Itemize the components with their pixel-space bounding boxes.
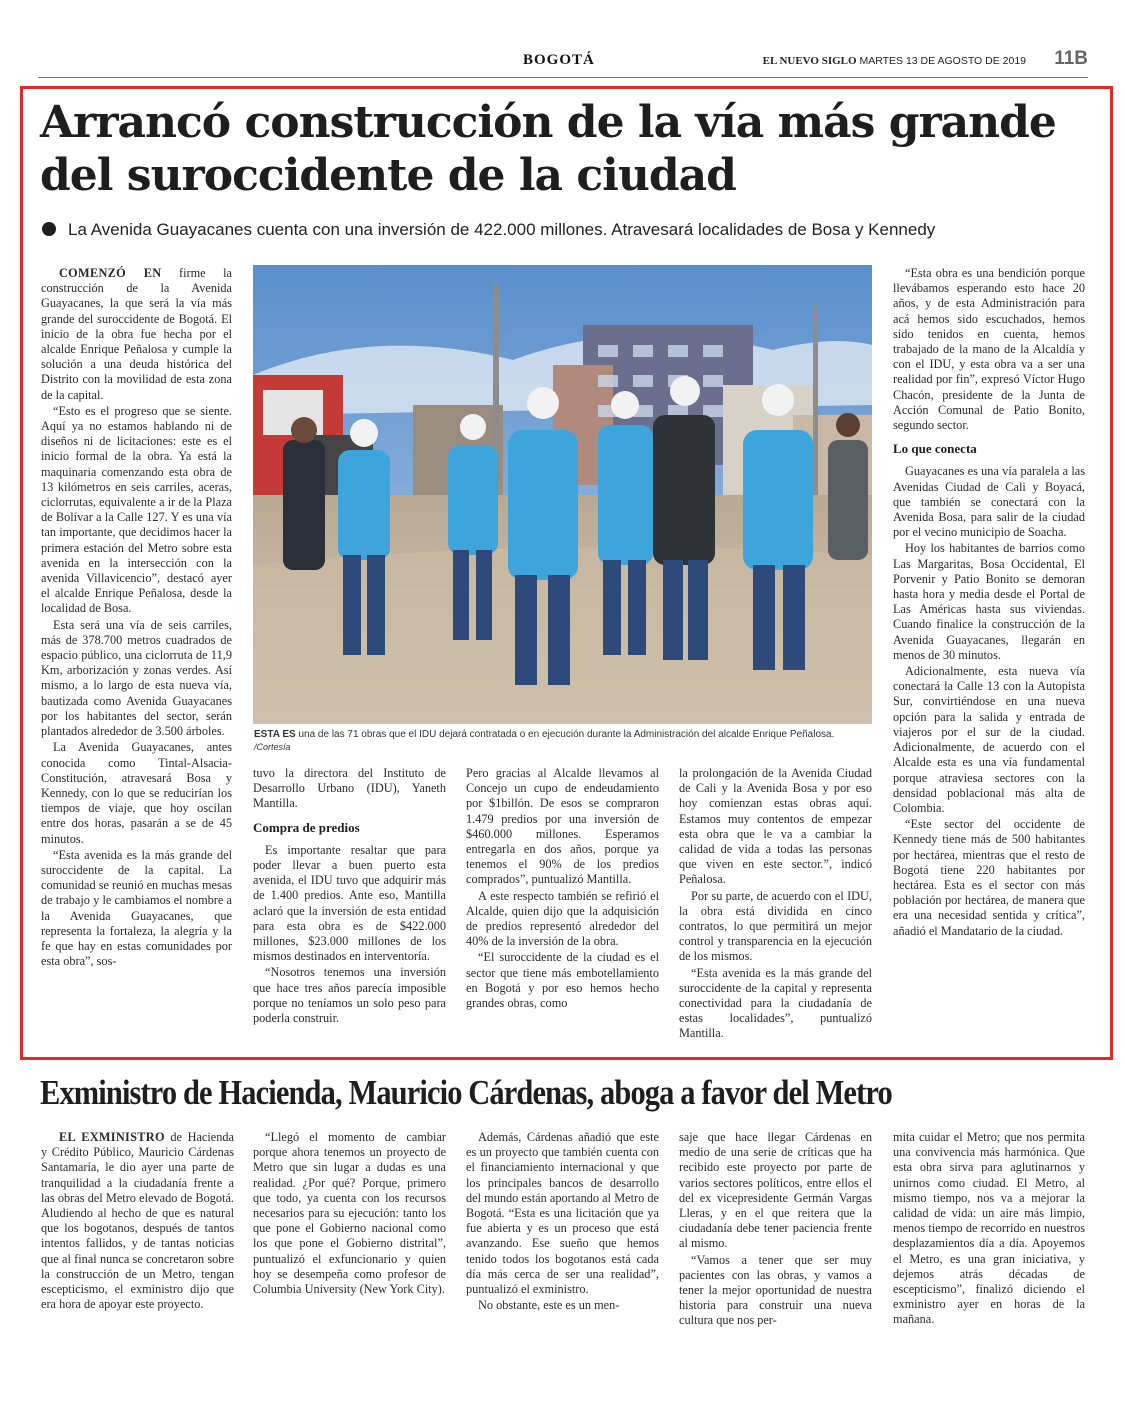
paragraph: Guayacanes es una vía paralela a las Avenidas Ciudad de Cali y Boyacá, que también se conectará con la Avenida Bosa, para salir de la ciudad por el vecino municipio de Soacha. [893, 464, 1085, 540]
photo-caption: ESTA ES una de las 71 obras que el IDU dejará contratada o en ejecución durante la Administración del alcalde Enrique Peñalosa. /Cortesía [254, 729, 835, 752]
paragraph: “Nosotros tenemos una inversión que hace tres años parecía imposible porque no teníamos un solo peso para poderla construir. [253, 965, 446, 1026]
section-name: BOGOTÁ [523, 52, 595, 68]
subheading: Lo que conecta [893, 441, 977, 457]
lead-in: COMENZÓ EN [59, 266, 162, 280]
paragraph: A este respecto también se refirió el Alcalde, quien dijo que la adquisición de predios representó alrededor del 40% de la inversión de la obra. [466, 888, 659, 949]
publication-name: EL NUEVO SIGLO [762, 55, 857, 67]
subheading: Compra de predios [253, 819, 360, 835]
paragraph: “Llegó el momento de cambiar porque ahora tenemos un proyecto de Metro que sin lugar a dudas es una realidad. ¿Por qué? Porque, primero que todo, ya cuenta con los recursos necesarios para su ejecución: tanto los que pone el Gobierno nacional como los que pone el Gobierno distrital”, puntualizó el exfuncionario y quien hoy se desempeña como profesor de Columbia University (New York City). [253, 1130, 446, 1297]
page-number: 11B [1054, 48, 1088, 69]
paragraph: “Vamos a tener que ser muy pacientes con las obras, y vamos a tener la mejor oportunidad de nuestra historia para construir una nueva cultura que nos per- [679, 1252, 872, 1328]
paragraph: COMENZÓ EN firme la construcción de la Avenida Guayacanes, la que será la vía más grande del suroccidente de Bogotá. El inicio de la obra fue hecha por el alcalde Enrique Peñalosa y cumple la solución a una deuda histórica del Distrito con la movilidad de esta zona de la capital. [41, 266, 233, 402]
article2-column-5 [893, 1130, 1085, 1329]
issue-date: MARTES 13 DE AGOSTO DE 2019 [859, 55, 1026, 67]
paragraph: tuvo la directora del Instituto de Desarrollo Urbano (IDU), Yaneth Mantilla. [253, 766, 446, 811]
article-column-2 [253, 766, 446, 1027]
article-column-5 [893, 266, 1085, 940]
issue-info [763, 55, 1026, 67]
photo-credit: /Cortesía [254, 742, 291, 752]
article-column-4 [679, 766, 872, 1043]
paragraph: “Esta obra es una bendición porque llevábamos esperando esto hace 20 años, y de esta Administración para acá hemos sido escuchados, hemos sido tenidos en cuenta, hemos trabajado de la mano de la Alcaldía y con el IDU, y esta obra va a ser una realidad por fin”, expresó Víctor Hugo Chacón, presidente de la Junta de Acción Comunal de Patio Bonito, segundo sector. [893, 266, 1085, 433]
subhead-text: La Avenida Guayacanes cuenta con una inversión de 422.000 millones. Atravesará localidades de Bosa y Kennedy [68, 220, 936, 239]
lead-in: EL EXMINISTRO [59, 1130, 165, 1144]
article-column-1 [41, 266, 232, 970]
paragraph: No obstante, este es un men- [478, 1298, 620, 1313]
bullet-icon [42, 222, 56, 236]
header-rule [38, 77, 1088, 78]
caption-lead: ESTA ES [254, 729, 296, 740]
paragraph: saje que hace llegar Cárdenas en medio de una serie de críticas que ha recibido este proyecto por parte de varios sectores políticos, entre ellos el del ex vicepresidente Germán Vargas Lleras, y en el que reitera que la ciudadanía debe tener paciencia frente al mismo. [679, 1130, 872, 1251]
paragraph: La Avenida Guayacanes, antes conocida como Tintal-Alsacia-Constitución, atravesará Bosa y Kennedy, con lo que se reducirían los tiempos de viaje, que hoy oscilan entre dos horas, pasarán a se de 45 minutos. [41, 740, 232, 846]
paragraph: Pero gracias al Alcalde llevamos al Concejo un cupo de endeudamiento por $1billón. De esos se compraron 1.479 predios por una inversión de $460.000 millones. Esperamos entregarla en dos años, porque ya tenemos el 90% de los predios comprados”, puntualizó Mantilla. [466, 766, 659, 887]
article-headline: Arrancó construcción de la vía más grande del suroccidente de la ciudad [40, 97, 1056, 201]
paragraph: Esta será una vía de seis carriles, más de 378.700 metros cuadrados de espacio público, una ciclorruta de 11,9 Km, arborización y zonas verdes. Así mismo, a lo largo de esta nueva vía, bautizada como Avenida Guayacanes por los habitantes del sector, serán plantados alrededor de 3.500 árboles. [41, 617, 232, 739]
article-column-3 [466, 766, 659, 1012]
paragraph: “El suroccidente de la ciudad es el sector que tiene más embotellamiento en Bogotá y por eso hemos hecho grandes obras, como [466, 950, 659, 1011]
paragraph: Por su parte, de acuerdo con el IDU, la obra está dividida en cinco contratos, lo que permitirá un mejor control y transparencia en la ejecución de los mismos. [679, 888, 872, 964]
paragraph: Es importante resaltar que para poder llevar a buen puerto esta avenida, el IDU tuvo que adquirir más de 1.400 predios. Ante eso, Mantilla aclaró que la inversión de esta entidad para esta obra es de $422.000 millones, $23.000 millones de los mismos destinados en interventoría. [253, 842, 446, 964]
page-header [38, 48, 1088, 78]
paragraph: mita cuidar el Metro; que nos permita una convivencia más harmónica. Que esta obra sirva para aglutinarnos y unirnos como ciudad. El Metro, al mismo tiempo, nos va a mejorar la calidad de vida: un aire más limpio, menos tiempo de recorrido en nuestros desplazamientos día a día. Apoyemos el Metro, es una gran iniciativa, y dejemos atrás décadas de escepticismo”, finalizó diciendo el exministro ayer en horas de la mañana. [893, 1130, 1085, 1327]
paragraph: “Esto es el progreso que se siente. Aquí ya no estamos hablando ni de diseños ni de licitaciones: este es el inicio formal de la obra. Ya está la maquinaria comenzando esta obra de 13 kilómetros en seis carriles, aceras, ciclorrutas, equivalente a ir de la Plaza de Bolívar a la Calle 127. Y es una vía tan importante, que decidimos hacer la primera estación del Metro sobre esta avenida en la intersección con la avenida Villavicencio”, destacó ayer el alcalde Enrique Peñalosa, desde la localidad de Bosa. [41, 403, 232, 616]
paragraph: “Esta avenida es la más grande del suroccidente de la capital y representa conectividad para la ciudadanía de estas localidades”, puntualizó Mantilla. [679, 965, 872, 1041]
article-subhead [42, 220, 1102, 240]
paragraph: Además, Cárdenas añadió que este es un proyecto que también cuenta con el financiamiento internacional y que los principales bancos de desarrollo del mundo están aportando al Metro de Bogotá. “Esta es una licitación que ya fue abierta y es un proceso que está avanzando. Ese sueño que hemos tenido todos los bogotanos está cada día más cerca de ser una realidad”, puntualizó el exministro. [466, 1130, 659, 1297]
article2-column-4 [679, 1130, 872, 1330]
paragraph: la prolongación de la Avenida Ciudad de Cali y la Avenida Bosa y por eso hoy comienzan estas obras aquí. Estamos muy contentos de empezar esta obra que le va a cambiar la calidad de vida a todas las personas que viven en este sector.”, indicó Peñalosa. [679, 766, 872, 887]
construction-site-photo [253, 265, 872, 724]
article2-column-2 [253, 1130, 446, 1298]
paragraph: Adicionalmente, esta nueva vía conectará la Calle 13 con la Autopista Sur, convirtiéndose en una nueva opción para la salida y entrada de viajeros por el sur de la ciudad. Adicionalmente, de acuerdo con el Alcalde esta es una vía fundamental porque atraviesa sectores con la densidad poblacional más alta de Colombia. [893, 664, 1085, 815]
paragraph: Hoy los habitantes de barrios como Las Margaritas, Bosa Occidental, El Porvenir y Patio Bonito se demoran hasta hora y media desde el Portal de Las Américas hasta sus viviendas. Cuando finalice la construcción de la Avenida Guayacanes, llegarán en menos de 30 minutos. [893, 541, 1085, 662]
paragraph: EL EXMINISTRO de Hacienda y Crédito Público, Mauricio Cárdenas Santamaría, le dio ayer una parte de tranquilidad a la ciudadanía frente a las obras del Metro elevado de Bogotá. Aludiendo al hecho de que es natural que los bogotanos, después de tantos intentos fallidos, y de tantas noticias que al final nunca se concretaron sobre la construcción de un Metro, tengan escepticismo, el exministro dijo que era hora de apoyar este proyecto. [41, 1130, 234, 1312]
article2-column-1 [41, 1130, 234, 1313]
article2-column-3 [466, 1130, 659, 1314]
article-headline-2: Exministro de Hacienda, Mauricio Cárdenas, aboga a favor del Metro [40, 1073, 892, 1112]
paragraph: “Este sector del occidente de Kennedy tiene más de 500 habitantes por hectárea, mientras que el resto de Bogotá tiene 220 habitantes por hectárea. Esta es el sector con más población por hectárea, de manera que era una necesidad sentida y crítica”, añadió el Mandatario de la ciudad. [893, 817, 1085, 938]
paragraph: “Esta avenida es la más grande del suroccidente de la capital. La comunidad se reunió en muchas mesas de trabajo y le cambiamos el nombre a la Avenida Guayacanes, que representa la fortaleza, la alegría y la fe que hay en estas comunidades por esta obra”, sos- [41, 847, 232, 969]
article-photo [253, 265, 872, 724]
